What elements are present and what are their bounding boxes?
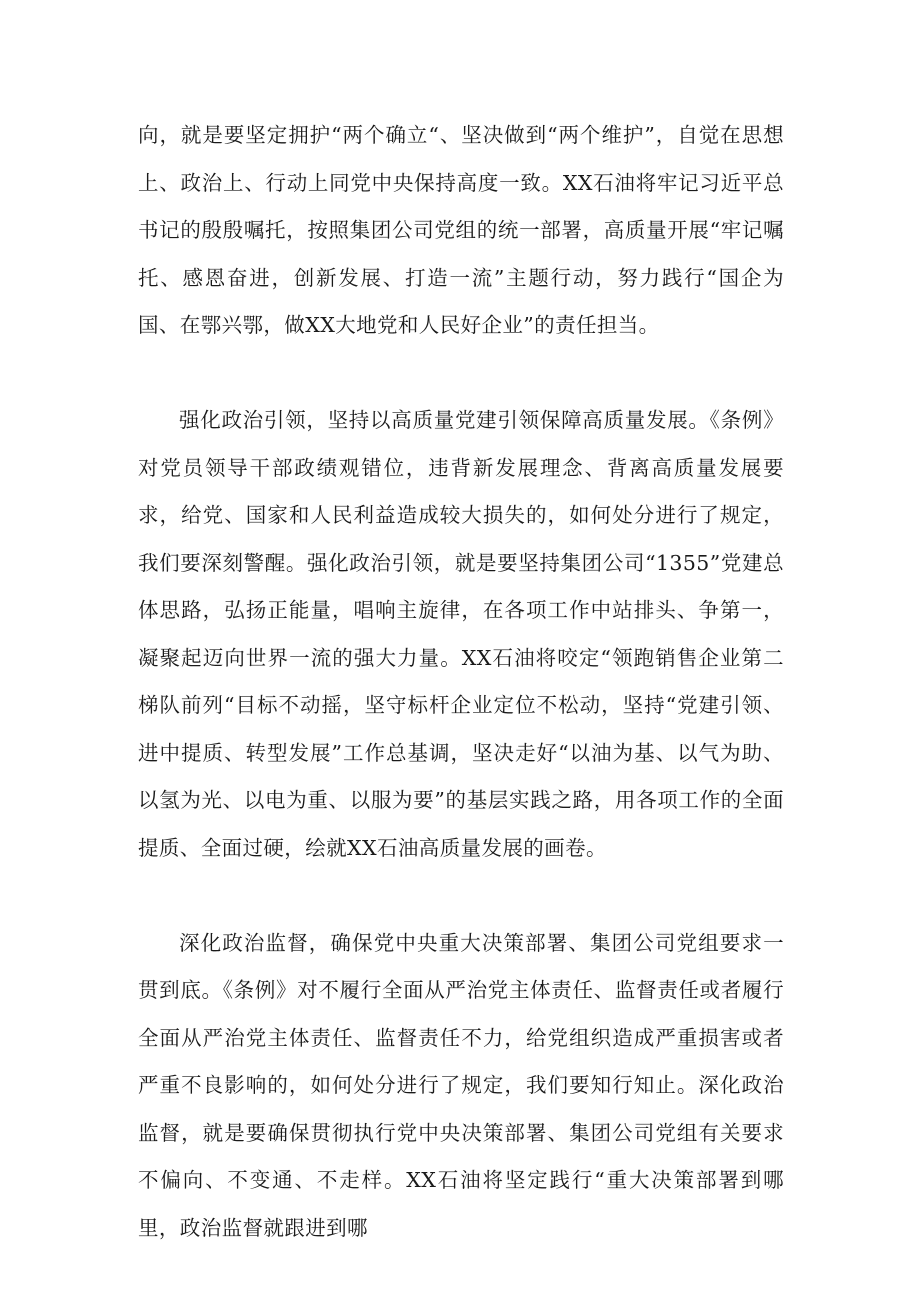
paragraph-political-guidance: 强化政治引领，坚持以高质量党建引领保障高质量发展。《条例》对党员领导干部政绩观错位，违背新发展理念、背离高质量发展要求，给党、国家和人民利益造成较大损失的，如何处分进行了规定，我们要深刻警醒。强化政治引领，就是要坚持集团公司“1355”党建总体思路，弘扬正能量，唱响主旋律，在各项工作中站排头、争第一，凝聚起迈向世界一流的强大力量。XX石油将咬定“领跑销售企业第二梯队前列“目标不动摇，坚守标杆企业定位不松动，坚持“党建引领、进中提质、转型发展”工作总基调，坚决走好“以油为基、以气为助、以氢为光、以电为重、以服为要”的基层实践之路，用各项工作的全面提质、全面过硬，绘就XX石油高质量发展的画卷。 <box>138 408 784 860</box>
paragraph-continuation: 向，就是要坚定拥护“两个确立“、坚决做到“两个维护”，自觉在思想上、政治上、行动上同党中央保持高度一致。XX石油将牢记习近平总书记的殷殷嘱托，按照集团公司党组的统一部署，高质量开展“牢记嘱托、感恩奋进，创新发展、打造一流”主题行动，努力践行“国企为国、在鄂兴鄂，做XX大地党和人民好企业”的责任担当。 <box>138 123 784 337</box>
document-body <box>138 112 784 1252</box>
paragraph-political-supervision: 深化政治监督，确保党中央重大决策部署、集团公司党组要求一贯到底。《条例》对不履行全面从严治党主体责任、监督责任或者履行全面从严治党主体责任、监督责任不力，给党组织造成严重损害或者严重不良影响的，如何处分进行了规定，我们要知行知止。深化政治监督，就是要确保贯彻执行党中央决策部署、集团公司党组有关要求不偏向、不变通、不走样。XX石油将坚定践行“重大决策部署到哪里，政治监督就跟进到哪 <box>138 930 784 1240</box>
